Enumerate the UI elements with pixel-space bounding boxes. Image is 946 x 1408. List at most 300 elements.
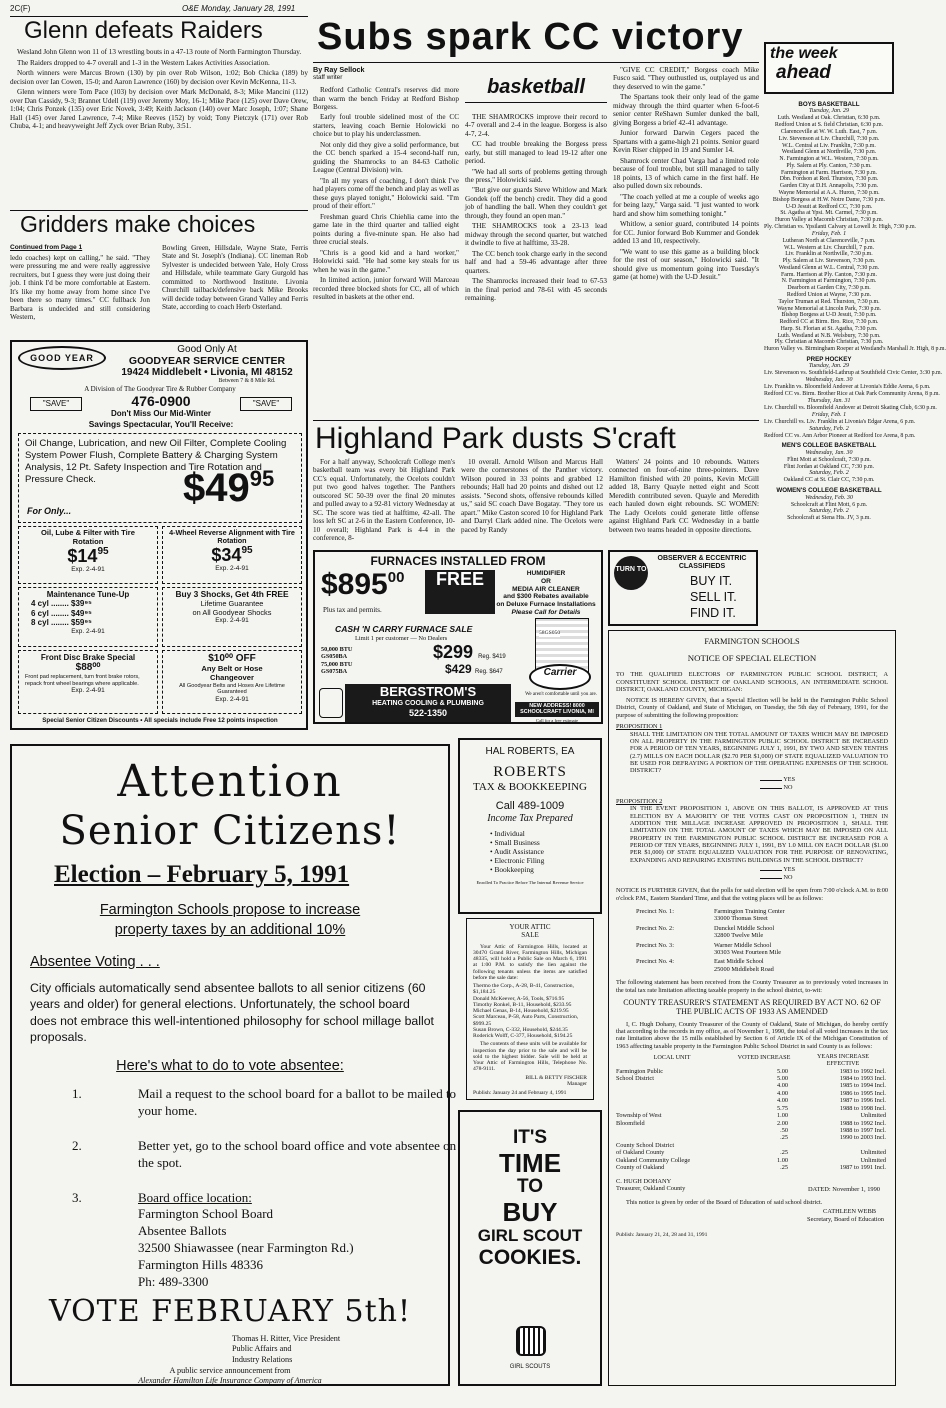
carry-sub: Limit 1 per customer — No Dealers	[355, 635, 448, 642]
table-cell: Farmington Public	[616, 1067, 664, 1075]
coupon-exp: Exp. 2-4-91	[215, 564, 249, 572]
subs-para: "We had all sorts of problems getting through the press," Holowicki said.	[465, 167, 607, 184]
table-row	[616, 1112, 888, 1119]
carrier-logo	[529, 664, 591, 690]
week-date: Thursday, Jan. 31	[807, 397, 851, 404]
week-game: Liv. Franklin vs. Bloomfield Andover at Livonia's Eddie Arena, 6 p.m.	[764, 384, 931, 391]
week-game: Liv. Stevenson vs. Southfield-Lathrup at Southfield Civic Center, 3:30 p.m.	[764, 370, 943, 377]
coupon-tuneup	[18, 587, 158, 647]
coupon-line: Lifetime Guarantee	[200, 598, 264, 608]
subs-col-1	[313, 66, 459, 420]
address-line: 32500 Shiawassee (near Farmington Rd.)	[138, 1239, 354, 1255]
table-cell: 1986 to 1995 Incl.	[839, 1089, 886, 1097]
main-price	[183, 468, 274, 508]
free-label: FREE	[435, 569, 484, 589]
notice-org: FARMINGTON SCHOOLS	[704, 637, 800, 646]
gridders-headline: Gridders make choices	[20, 211, 256, 237]
free-item: Please Call for Details	[511, 608, 581, 616]
service-item: • Individual	[490, 829, 525, 839]
price-429	[445, 662, 503, 676]
free-item: and $300 Rebates available	[503, 593, 589, 601]
week-title-box	[764, 42, 894, 94]
scout-footer: GIRL SCOUTS	[509, 1364, 551, 1370]
coupon-line: All Goodyear Belts and Hoses Are Lifetime Guaranteed	[179, 682, 285, 696]
subs-para: Freshman guard Chris Chiehlia came into the game late in the third quarter and tallied eight points during a five-minute span. He also had three crucial steals.	[313, 212, 459, 247]
subs-para: In limited action, junior forward Will Marceau recorded three blocked shots for CC, all of which resulted in baskets at the other end.	[313, 276, 459, 302]
subs-para: "In all my years of coaching, I don't think I've had players come off the bench and play as well as these guys played tonight," Holowicki said. "I'm proud of their effort."	[313, 176, 459, 211]
week-game: Redford CC vs. Ann Arbor Pioneer at Redford Ice Arena, 8 p.m.	[764, 432, 916, 439]
scout-logo	[516, 1326, 546, 1356]
precinct-number: Precinct No. 2:	[636, 924, 674, 932]
address-line: Absentee Ballots	[138, 1222, 227, 1238]
precinct-number: Precinct No. 4:	[636, 958, 674, 966]
glenn-body	[10, 48, 308, 130]
scout-slogan	[460, 1128, 600, 1269]
week-date: Tuesday, Jan. 29	[809, 363, 849, 370]
table-cell	[616, 1082, 728, 1089]
savings-line: Savings Spectacular, You'll Receive:	[88, 419, 234, 429]
week-game: U-D Jesuit at Redford CC, 7:30 p.m.	[785, 203, 873, 210]
glenn-article	[10, 18, 308, 220]
week-game: Ply. Christian vs. Ypsilanti Calvary at Lowell Jr. High, 7:30 p.m.	[764, 223, 917, 230]
table-body	[616, 1068, 888, 1172]
highland-text: Watters' 24 points and 10 rebounds. Watters connected on four-of-nine three-pointers. Dave Hamilton finished with 20 points, Kevin McGill added 18, Barry Quayle netted eight and Scott Meredith contributed seven. Quayle and Meredith each hauled down eight rebounds. SC WOMEN: The Lady Ocelots could generate little offense against Highland Park CC Wednesday in a battle between two teams headed in opposite directions.	[609, 458, 759, 534]
turn-to-badge	[614, 556, 648, 590]
precinct-location: 25000 Middlebelt Road	[714, 965, 774, 973]
table-row	[616, 1157, 888, 1164]
table-header: LOCAL UNIT VOTED INCREASE YEARS INCREASE EFFECTIVE	[653, 1052, 870, 1067]
highland-headline: Highland Park dusts S'craft	[315, 422, 676, 455]
subs-para: CC had trouble breaking the Borgess press early, but still managed to lead 19-12 after one period.	[465, 140, 607, 166]
dont-miss: Don't Miss Our Mid-Winter	[110, 409, 212, 418]
coupon-line: on All Goodyear Shocks	[192, 607, 272, 617]
week-game: Liv. Churchill vs. Bloomfield Andover at Detroit Skating Club, 6:30 p.m.	[764, 404, 937, 411]
week-game: Luth. Westland at Oak. Christian, 6:30 p.m.	[777, 115, 881, 122]
subs-para: Shamrock center Chad Varga had a limited role because of foul trouble, but still managed to tally 18 points, 13 of which came in the first half. He also pulled down six rebounds.	[613, 156, 759, 191]
week-section-title: PREP HOCKEY	[806, 356, 852, 364]
sig-line: Public Affairs and	[232, 1344, 292, 1354]
scout-slogan-line: TO	[516, 1176, 544, 1198]
coupon-line: 8 cyl ........ $59⁹⁵	[31, 618, 92, 628]
week-game: Bishop Borgess at H.W. Notre Dame, 7:30 p.m.	[772, 196, 886, 203]
save-badge-right: "SAVE"	[240, 397, 292, 411]
no-option: NO	[783, 784, 793, 792]
signer: C. HUGH DOHANY	[616, 1177, 672, 1185]
carrier-name: Carrier	[543, 667, 577, 678]
prop1-ballot	[760, 776, 888, 792]
tax-table	[616, 1054, 888, 1172]
goodyear-name: GOODYEAR SERVICE CENTER	[128, 355, 286, 367]
goodyear-logo	[18, 346, 106, 370]
step-text: Better yet, go to the school board office and vote absentee on the spot.	[138, 1138, 457, 1170]
week-date: Friday, Feb. 1	[811, 411, 847, 418]
subs-para: "We want to use this game as a building block for the rest of our season," Holowicki said. "It should give us momentum going into Tuesday's game (at home) with the U-D Jesuit."	[613, 247, 759, 282]
model-tag: 58GS050	[539, 630, 561, 636]
table-cell: 1988 to 1998 Incl.	[839, 1104, 886, 1112]
sig-line: Industry Relations	[232, 1354, 293, 1364]
scout-slogan-line: COOKIES.	[478, 1245, 582, 1269]
observer-title: OBSERVER & ECCENTRIC CLASSIFIEDS	[657, 555, 747, 571]
service-item: • Electronic Filing	[490, 856, 545, 866]
table-cell: 1.00	[776, 1156, 788, 1164]
coupon-title: Maintenance Tune-Up	[46, 590, 130, 599]
table-cell: of Oakland County	[616, 1149, 665, 1157]
notice-title: NOTICE OF SPECIAL ELECTION	[687, 652, 817, 663]
attic-title-1: YOUR ATTIC	[509, 923, 551, 931]
week-game: W.L. Central at Liv. Franklin, 7:30 p.m.	[782, 142, 876, 149]
week-title-2: ahead	[776, 61, 831, 83]
week-game: Wayne Memorial at Lincoln Park, 7:30 p.m.	[776, 305, 882, 312]
table-cell: 1.00	[776, 1112, 788, 1120]
precinct-number: Precinct No. 1:	[636, 907, 674, 915]
table-cell: .25	[780, 1149, 788, 1157]
price-reg: Reg. $419	[478, 654, 506, 660]
table-cell: 1985 to 1994 Incl.	[839, 1082, 886, 1090]
tenant-line: Donald McKeever, A-56, Tools, $716.95	[473, 995, 565, 1002]
roberts-call: Call 489-1009	[495, 800, 565, 813]
week-game: Redford CC at Birm. Bro. Rice, 7:30 p.m.	[779, 319, 879, 326]
election-date: Election – February 5, 1991	[54, 861, 350, 888]
address-line: Ph: 489-3300	[138, 1273, 209, 1289]
furnace-price-cents: 00	[387, 569, 405, 586]
bergstrom-banner	[345, 684, 511, 722]
notice-further: NOTICE IS FURTHER GIVEN, that the polls for said election will be open from 7:00 o'clock A.M. to 8:00 o'clock P.M., Eastern Standard Time, and that the voting places will be as follows:	[616, 887, 888, 902]
subs-para: Early foul trouble sidelined most of the CC starters, leaving coach Bernie Holowicki no choice but to play his underclassmen.	[313, 113, 459, 139]
buy-it: BUY IT.	[690, 574, 733, 588]
precinct-location: Warner Middle School	[714, 941, 772, 949]
week-game: Huron Valley vs. Birmingham Roeper at Westland's Marshall Jr. High, 8 p.m.	[764, 346, 946, 353]
week-section-title: WOMEN'S COLLEGE BASKETBALL	[776, 487, 882, 495]
treasurer-title: COUNTY TREASURER'S STATEMENT AS REQUIRED BY ACT NO. 62 OF THE PUBLIC ACTS OF 1933 AS AMENDED	[623, 997, 881, 1016]
bergstrom-name: BERGSTROM'S	[379, 684, 477, 699]
free-banner	[425, 570, 495, 614]
step-2	[12, 1138, 457, 1178]
week-game: Liv. Churchill vs. Liv. Franklin at Livonia's Edgar Arena, 6 p.m.	[764, 418, 916, 425]
table-cell: 5.00	[776, 1067, 788, 1075]
coupon-line: Any Belt or Hose	[201, 663, 263, 673]
yes-option: YES	[783, 776, 796, 784]
week-game: Luth. Westland at N.B. Welsbury, 7:30 p.m.	[777, 332, 881, 339]
table-row	[616, 1105, 888, 1112]
furnace-price-dollars: $895	[321, 568, 388, 601]
attic-title-2: SALE	[521, 931, 539, 940]
coupon-title: $10⁰⁰ OFF	[208, 653, 256, 664]
dateline: O&E Monday, January 28, 1991	[182, 4, 296, 13]
goodyear-address: 19424 Middlebelt • Livonia, MI 48152	[121, 367, 293, 378]
week-game: Farm. Harrison at Ply. Canton, 7:30 p.m.	[781, 271, 877, 278]
furnace-ad	[313, 550, 603, 724]
glenn-para: Wesland John Glenn won 11 of 13 wrestling bouts in a 47-13 route of North Farmington Thursday.	[17, 48, 302, 57]
table-cell	[616, 1134, 728, 1141]
subs-para: "But give our guards Steve Whitlow and Mark Gondek (off the bench) credit. They did a good job of handling the ball. When they couldn't get through, they found an open man."	[465, 186, 607, 220]
notice-publish: Publish: January 21, 24, 28 and 31, 1991	[616, 1231, 708, 1238]
week-game: Ply. Salem at Ply. Canton, 7:30 p.m.	[786, 162, 872, 169]
coupon-exp: Exp. 2-4-91	[71, 565, 105, 573]
table-row	[616, 1075, 888, 1082]
subs-col-3	[613, 66, 759, 420]
heres-heading: Here's what to do to vote absentee:	[116, 1058, 344, 1074]
highland-col-1	[313, 458, 455, 546]
table-row	[616, 1127, 888, 1134]
week-game: Westland Glenn at Northville, 7:30 p.m.	[781, 149, 877, 156]
free-item: MEDIA AIR CLEANER	[512, 585, 580, 593]
secretary-role: Secretary, Board of Education	[807, 1215, 884, 1223]
byline-role: staff writer	[313, 74, 343, 82]
table-cell: Oakland Community College	[616, 1156, 691, 1164]
free-item: OR	[541, 577, 551, 585]
table-cell: Unlimited	[860, 1149, 886, 1157]
tenant-line: Roderick Wolff, C-377, Household, $194.25	[473, 1033, 573, 1039]
sell-it: SELL IT.	[690, 590, 737, 604]
bergstrom-phone: 522-1350	[408, 707, 448, 718]
save-badge-left: "SAVE"	[30, 397, 82, 411]
week-game: Harp. St. Florian at St. Agatha, 7:30 p.m.	[780, 325, 878, 332]
plus-tax: Plus tax and permits.	[323, 606, 382, 614]
prop2-text: IN THE EVENT PROPOSITION 1, ABOVE ON THIS BALLOT, IS APPROVED AT THIS ELECTION BY A MAJORITY OF THE VOTES CAST ON PROPOSITION 1, THEN IN ADDITION THE MILLAGE INCREASE APPROVED IN PROPOSITION 1, SHALL THE LIMITATION ON THE TOTAL AMOUNT OF TAXES WHICH MAY BE IMPOSED ON ALL PROPERTY IN THE FARMINGTON PUBLIC SCHOOL DISTRICT BE INCREASED FOR A PERIOD OF TEN YEARS, BEGINNING JULY 1, 1991, BY 1.0 MILL ON EACH DOLLAR ($1.00 PER $1,000) OF STATE EQUALIZED VALUATION FOR THE PURPOSE OF RENOVATING, EXPANDING AND REPAIRING EXISTING BUILDINGS IN THE SCHOOL DISTRICT?	[630, 805, 888, 864]
week-game: Flint Jordan at Oakland CC, 7:30 p.m.	[783, 463, 875, 470]
tenant-line: Thermo the Corp., A-28, B-41, Construction, $1,184.25	[473, 983, 574, 996]
highland-col-2	[461, 458, 603, 546]
prop2-ballot	[760, 866, 888, 882]
table-cell: 1987 to 1996 Incl.	[839, 1097, 886, 1105]
gridders-text: Bowling Green, Hillsdale, Wayne State, Ferris State and St. Joseph's (Indiana). CC lineman Rob Sylvester is undecided between Yale, Holy Cross and Hillsdale, while teammate Gary Gurgold has committed to Northwood Institute. Livonia Churchill tailback/defensive back Mike Brooks will decide today between Grand Valley and Ferris State, according to coach Herb Osterland.	[162, 244, 308, 312]
table-cell: County of Oakland	[616, 1164, 665, 1172]
highland-text: For a half anyway, Schoolcraft College men's basketball team was every bit Highland Park CC's equal. Unfortunately, the Ocelots couldn't put two good halves together. The Panthers outscored SC 50-39 over the final 20 minutes and pulled away to a 92-81 victory Wednesday at SC. The score was tied at halftime, 42-all. The loss left SC at 2-6 in the Eastern Conference, 10-10 overall; Highland Park is 4-4 in the conference, 8-	[313, 458, 455, 543]
coupon-price: $\$14^{95}$	[67, 545, 109, 566]
precinct-row	[636, 942, 888, 957]
coupon-exp: Exp. 2-4-91	[215, 695, 249, 703]
table-cell	[728, 1142, 788, 1149]
vote-banner: VOTE FEBRUARY 5th!	[48, 1294, 412, 1329]
scout-slogan-line: TIME	[498, 1147, 562, 1178]
propose-1: Farmington Schools propose to increase	[99, 902, 361, 918]
subs-col-2	[465, 66, 607, 420]
subs-para: The Spartans took their only lead of the game midway through the third quarter when 6-foot-6 senior center ReShawn Sumler dunked the ball, giving Borgess a brief 42-41 advantage.	[613, 93, 759, 127]
coupon-alignment	[162, 526, 302, 584]
coupon-price: $88⁰⁰	[75, 662, 101, 674]
week-game: W.L. Western at Liv. Churchill, 7 p.m.	[783, 244, 875, 251]
week-date: Wednesday, Jan. 30	[805, 377, 853, 384]
free-items	[491, 570, 601, 617]
week-section-title: BOYS BASKETBALL	[798, 101, 860, 108]
for-only: For Only...	[27, 506, 72, 516]
table-cell: .50	[780, 1126, 788, 1134]
coupon-title: Buy 3 Shocks, Get 4th FREE	[175, 589, 289, 599]
gridders-col-2	[162, 244, 308, 338]
address-line: Farmington School Board	[138, 1206, 274, 1221]
scout-slogan-line: BUY	[502, 1197, 558, 1228]
coupon-exp: Exp. 2-4-91	[215, 617, 249, 625]
address-line: Farmington Hills 48336	[138, 1256, 263, 1272]
roberts-firm-2: TAX & BOOKKEEPING	[472, 781, 587, 794]
absentee-heading: Absentee Voting . . .	[30, 954, 160, 970]
goodyear-phone: 476-0900	[131, 393, 191, 409]
precinct-row	[636, 958, 888, 973]
page-number: 2C(F)	[10, 4, 31, 13]
table-cell: .25	[780, 1164, 788, 1172]
step-1	[12, 1086, 457, 1126]
dated: DATED: November 1, 1990	[807, 1185, 880, 1193]
week-date: Friday, Feb. 1	[811, 230, 847, 237]
subs-para: "GIVE CC CREDIT," Borgess coach Mike Fusco said. "They outhustled us, outplayed us and they deserved to win the game."	[613, 66, 759, 91]
price-value: $299	[433, 642, 474, 662]
continued-line: Continued from Page 1	[10, 244, 83, 251]
secretary: CATHLEEN WEBB	[823, 1208, 876, 1216]
week-game: Redford Union at Wayne, 7:30 p.m.	[786, 292, 872, 298]
precinct-location: 32800 Twelve Mile	[714, 932, 764, 940]
step-text: Board office location:	[138, 1190, 252, 1205]
week-date: Wednesday, Jan. 30	[805, 449, 853, 456]
table-row	[616, 1120, 888, 1127]
price-299	[433, 642, 506, 663]
service-item: • Bookkeeping	[490, 865, 534, 875]
precinct-location: Farmington Training Center	[714, 907, 785, 915]
carrier-sub: We aren't comfortable until you are.	[525, 692, 597, 697]
free-item: on Deluxe Furnace Installations	[496, 601, 596, 609]
precinct-list	[636, 908, 888, 973]
table-row	[616, 1090, 888, 1097]
scout-slogan-line: IT'S	[512, 1127, 548, 1148]
notice-given: NOTICE IS HEREBY GIVEN, that a Special Election will be held in the Farmington Public School District, County of Oakland, and State of Michigan, on Tuesday, the 5th day of February, 1991, for the purpose of submitting the following proposition:	[616, 697, 888, 719]
main-price-dollars: $49	[183, 466, 250, 510]
week-date: Saturday, Feb. 2	[809, 425, 849, 432]
precinct-location: 30303 West Fourteen Mile	[714, 949, 782, 957]
main-price-cents: 95	[249, 466, 275, 491]
precinct-row	[636, 908, 888, 923]
table-cell	[616, 1105, 728, 1112]
table-row	[616, 1164, 888, 1171]
roberts-name: HAL ROBERTS, EA	[485, 746, 575, 757]
week-schedule	[764, 94, 946, 522]
goodyear-ad	[10, 340, 308, 730]
psa-line-2: Alexander Hamilton Life Insurance Company of America	[138, 1376, 322, 1385]
roberts-list	[490, 829, 600, 874]
week-game: Liv. Franklin at Northville, 7:30 p.m.	[785, 251, 873, 258]
coupon-line: 4 cyl ........ $39⁹⁵	[31, 599, 92, 609]
senior-title-1: Attention	[117, 756, 343, 807]
sig-line: Thomas H. Ritter, Vice President	[232, 1334, 341, 1343]
subs-para: THE SHAMROCKS improve their record to 4-7 overall and 2-4 in the league. Borgess is also 4-7, 2-4.	[465, 112, 607, 138]
week-game: N. Farmington at Farmington, 7:30 p.m.	[781, 278, 877, 285]
table-row	[616, 1068, 888, 1075]
table-row	[616, 1142, 888, 1149]
subs-para: The CC bench took charge early in the second half and had a 59-46 advantage after three quarters.	[465, 249, 607, 275]
week-game: Flint Mott at Schoolcraft, 7:30 p.m.	[787, 456, 871, 463]
table-cell: Bloomfield	[616, 1119, 645, 1127]
main-offer-text: Oil Change, Lubrication, and new Oil Filter, Complete Cooling System Power Flush, Complete Battery & Charging System Analysis, 12 Pt. Safety Inspection and Tire Rotation and Pressure Check.	[25, 438, 287, 485]
goodyear-footer: Special Senior Citizen Discounts • All specials include Free 12 points inspection	[42, 717, 278, 724]
divider	[313, 62, 759, 64]
week-game: St. Agatha at Ypsi. Mt. Carmel, 7:30 p.m.	[780, 210, 878, 217]
table-cell: 4.00	[776, 1089, 788, 1097]
coupon-title: Front Disc Brake Special	[40, 653, 136, 662]
coupon-title: Oil, Lube & Filter with Tire Rotation	[41, 528, 135, 546]
precinct-row	[636, 925, 888, 940]
divider	[313, 420, 759, 422]
coupon-brakes	[18, 650, 158, 714]
table-cell: 2.00	[776, 1119, 788, 1127]
table-cell: 1987 to 1991 Incl.	[839, 1164, 886, 1172]
coupon-line: Changeover	[210, 672, 254, 682]
signature-block	[232, 1334, 432, 1365]
glenn-para: North winners were Marcus Brown (130) by pin over Rob Wilson, 1:02; Bob Chicka (189) by decision over Ian Cowen, 15-0; and Aaron Lawrence (160) by decision over Kevin McKenna, 11-3.	[10, 69, 308, 86]
table-cell	[616, 1127, 728, 1134]
glenn-headline: Glenn defeats Raiders	[24, 17, 263, 44]
board-address	[138, 1206, 438, 1290]
tenant-line: Susan Brown, C-332, Household, $244.35	[473, 1026, 568, 1033]
coupon-shocks	[162, 587, 302, 647]
step-number: 2.	[72, 1138, 82, 1153]
notice-following: The following statement has been received from the County Treasurer as to previously voted increases in the total tax rate limitation affecting taxable property in the school district, to-wit:	[616, 979, 888, 994]
precinct-number: Precinct No. 3:	[636, 941, 674, 949]
week-date: Tuesday, Jan. 29	[809, 108, 849, 115]
subs-article	[313, 18, 759, 420]
week-game: Redford Union at S. field Christian, 6:30 p.m.	[774, 122, 884, 129]
precinct-location: 33000 Thomas Street	[714, 915, 768, 923]
week-game: Liv. Stevenson at Liv. Churchill, 7:30 p.m.	[778, 135, 880, 142]
subs-para: Junior forward Darwin Cegers paced the Spartans with a game-high 21 points. Senior guard Kevin Riser chipped in 19 and Sumler 14.	[613, 129, 759, 155]
week-game: Huron Valley at Macomb Christian, 7:30 p.m.	[774, 217, 884, 224]
notice-to: TO THE QUALIFIED ELECTORS OF FARMINGTON PUBLIC SCHOOL DISTRICT, A CONSTITUENT SCHOOL DISTRICT OF OAKLAND SCHOOLS, AN INTERMEDIATE SCHOOL DISTRICT, OAKLAND COUNTY, MICHIGAN:	[616, 671, 888, 693]
table-cell: Unlimited	[860, 1156, 886, 1164]
attic-tail: The contents of these units will be available for inspection the day prior to the sale and will be sold to the highest bidder. Sale will be held at Your Attic of Farmington Hills, Telephone No. 478-9111.	[473, 1041, 587, 1073]
goodyear-between: Between 7 & 8 Mile Rd.	[218, 378, 276, 384]
psa-line-1: A public service announcement from	[169, 1366, 291, 1375]
week-game: Wayne Memorial at A.A. Huron, 7:30 p.m.	[778, 189, 880, 196]
week-game: Dearborn at Garden City, 7:30 p.m.	[787, 285, 871, 292]
table-cell: .25	[780, 1134, 788, 1142]
election-notice	[608, 630, 896, 1386]
service-item: • Small Business	[490, 838, 540, 848]
roberts-ad	[458, 738, 602, 914]
page-header	[10, 4, 310, 16]
highland-text: 10 overall. Arnold Wilson and Marcus Hall were the cornerstones of the Panther victory. Wilson poured in 33 points and grabbed 12 rebounds; Hall had 20 points and dished out 12 assists. "Second shots, offensive rebounds killed us," said SC coach Dave Bogatay. "They tore us apart." Mike Caston scored 10 for Highland Park and Darryl Clark added nine. The Ocelots were paced by Randy	[461, 458, 603, 534]
scout-slogan-line: GIRL SCOUT	[477, 1225, 583, 1245]
prop2-label: PROPOSITION 2	[616, 797, 663, 805]
table-cell: 1988 to 1992 Incl.	[839, 1119, 886, 1127]
call-us: Call for a free estimate	[535, 718, 579, 723]
attic-body: Your Attic of Farmington Hills, located at 30470 Grand River, Farmington Hills, Michigan 48335, will hold a Public Sale on March 6, 1991 at 1:00 P.M. to satisfy the lien against the following tenants unless the items are satisfied before the sale date:	[473, 943, 587, 981]
table-cell: County School District	[616, 1141, 675, 1149]
goodyear-division: A Division of The Goodyear Tire & Rubber Company	[84, 385, 236, 393]
week-section-title: MEN'S COLLEGE BASKETBALL	[781, 442, 877, 450]
highland-article	[313, 420, 759, 546]
prop1-label: PROPOSITION 1	[616, 723, 663, 731]
table-cell	[788, 1142, 886, 1149]
subs-para: Not only did they give a solid performance, but the CC bench sparked a 15-4 second-half run, guiding the Shamrocks to an 84-63 Catholic League (Central Division) win.	[313, 140, 459, 175]
byline: By Ray Sellock	[313, 65, 365, 74]
week-game: Ply. Christian at Macomb Christian, 7:30 p.m.	[774, 339, 884, 346]
carry-sale: CASH 'N CARRY FURNACE SALE	[335, 624, 473, 634]
table-cell: 1984 to 1993 Incl.	[839, 1075, 886, 1083]
subs-para: THE SHAMROCKS took a 23-13 lead midway through the second quarter, but watched it dwindle to five at halftime, 33-28.	[465, 222, 607, 248]
furnace-title: FURNACES INSTALLED FROM	[370, 554, 546, 568]
furnace-price	[321, 570, 404, 600]
week-game: Oakland CC at St. Clair CC, 7:30 p.m.	[783, 477, 875, 484]
table-cell	[616, 1090, 728, 1097]
table-cell: School District	[616, 1075, 654, 1083]
bergstrom-sub: HEATING COOLING & PLUMBING	[372, 699, 484, 707]
gridders-article	[10, 212, 308, 340]
new-address: NEW ADDRESS! 8000 SCHOOLCRAFT LIVONIA, MI	[515, 702, 599, 717]
signer-role: Treasurer, Oakland County	[616, 1185, 686, 1193]
glenn-para: Glenn winners were Tom Pace (103) by decision over Mark McDonald, 8-3; Mike Mancini (112) over Dan Cassidy, 9-3; Brannet Udell (119) over Jeremy Moy, 16-1; Mike Pace (125) over Dave Orew, 1:04; Chris Ponzek (135) over Eric Novek, 3:49; Keith Jackson (140) over Marc Joseph, 1:07; Shane Hall (145) over Jared Lawrence, 7-4; Mike Reeves (152) by void; Tony Pietczyk (171) over Rob Chuba, 4-1; and heavyweight Jeff Zyck over Brian Ruby, 3:51.	[10, 88, 308, 131]
week-game: Schoolcraft at Siena Hts. JV, 3 p.m.	[787, 515, 871, 522]
week-game: Lutheran North at Clarenceville, 7 p.m.	[782, 237, 876, 244]
table-row	[616, 1097, 888, 1104]
coupon-belt	[162, 650, 302, 714]
week-game: Clarenceville at W. W. Luth. East, 7 p.m.	[780, 128, 878, 135]
